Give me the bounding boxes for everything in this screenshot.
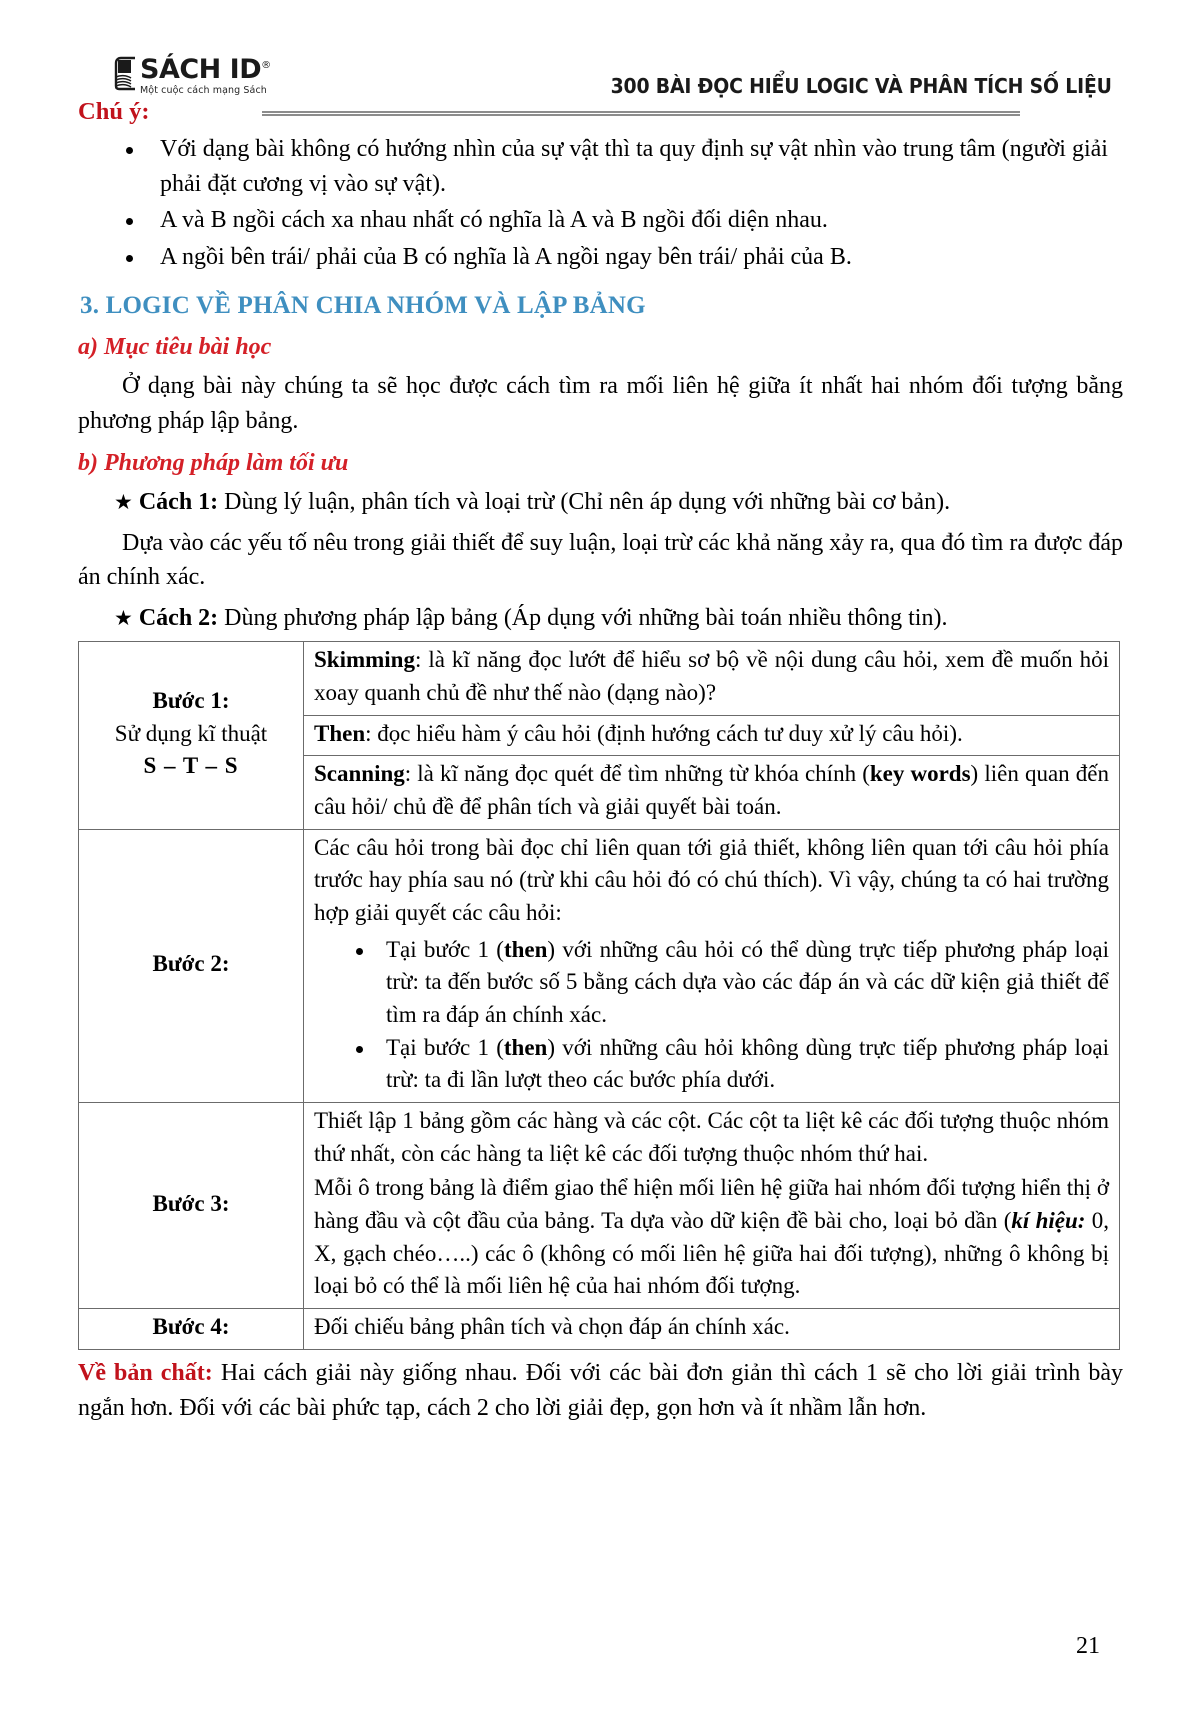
step3-paragraph-2 <box>314 1172 1109 1303</box>
closing-text: Hai cách giải này giống nhau. Đối với các bài đơn giản thì cách 1 sẽ cho lời giải trình bày ngắn hơn. Đối với các bài phức tạp, cách 2 cho lời giải đẹp, gọn hơn và ít nhầm lẫn hơn. <box>78 1359 1124 1421</box>
list-item: A và B ngồi cách xa nhau nhất có nghĩa là A và B ngồi đối diện nhau. <box>78 203 1123 238</box>
cach1-label: Cách 1: <box>138 489 219 516</box>
step3-p2-kihieu: kí hiệu: <box>1011 1207 1086 1233</box>
table-row <box>79 1103 1120 1309</box>
cach1-text: Dùng lý luận, phân tích và loại trừ (Chỉ nên áp dụng với những bài cơ bản). <box>218 489 951 516</box>
subsection-b-heading: b) Phương pháp làm tối ưu <box>78 450 349 477</box>
cach1-line <box>78 485 1123 520</box>
step2-b2-pre: Tại bước 1 ( <box>386 1034 504 1060</box>
steps-table <box>78 641 1120 1349</box>
step3-p2-pre: Mỗi ô trong bảng là điểm giao thể hiện mối liên hệ giữa hai nhóm đối tượng hiển thị ở hàng đầu và cột đầu của bảng. Ta dựa vào dữ kiện đề bài cho, loại bỏ dần ( <box>314 1175 1109 1233</box>
step3-paragraph-1: Thiết lập 1 bảng gồm các hàng và các cột. Các cột ta liệt kê các đối tượng thuộc nhóm thứ nhất, còn các hàng ta liệt kê các đối tượng thuộc nhóm thứ hai. <box>314 1108 1109 1166</box>
list-item: Với dạng bài không có hướng nhìn của sự vật thì ta quy định sự vật nhìn vào trung tâm (người giải phải đặt cương vị vào sự vật). <box>78 132 1123 201</box>
book-title: 300 BÀI ĐỌC HIỂU LOGIC VÀ PHÂN TÍCH SỐ LIỆU <box>610 74 1112 98</box>
subsection-a-paragraph: Ở dạng bài này chúng ta sẽ học được cách tìm ra mối liên hệ giữa ít nhất hai nhóm đối tượng bằng phương pháp lập bảng. <box>78 373 1123 434</box>
logo-wordmark-text: SÁCH ID <box>140 54 262 85</box>
step1-label-line2: Sử dụng kĩ thuật <box>114 720 268 746</box>
closing-label: Về bản chất: <box>78 1359 213 1386</box>
step2-bullet-list <box>314 934 1109 1097</box>
step2-label: Bước 2: <box>152 951 230 977</box>
step4-body-cell: Đối chiếu bảng phân tích và chọn đáp án chính xác. <box>304 1308 1120 1349</box>
table-row <box>79 1308 1120 1349</box>
logo-tagline: Một cuộc cách mạng Sách <box>140 85 267 96</box>
step2-b2-bold: then <box>503 1034 548 1060</box>
table-row <box>79 829 1120 1102</box>
step3-label-cell <box>79 1103 304 1309</box>
step2-b2-post: ) với những câu hỏi không dùng trực tiếp phương pháp loại trừ: ta đi lần lượt theo các bước phía dưới. <box>386 1034 1109 1093</box>
then-text: : đọc hiểu hàm ý câu hỏi (định hướng cách tư duy xử lý câu hỏi). <box>365 720 963 746</box>
scanning-cell <box>304 756 1120 829</box>
skimming-term: Skimming <box>314 647 415 673</box>
registered-mark: ® <box>261 60 271 71</box>
list-item <box>314 1032 1109 1097</box>
step2-label-cell <box>79 829 304 1102</box>
cach1-paragraph: Dựa vào các yếu tố nêu trong giải thiết để suy luận, loại trừ các khả năng xảy ra, qua đó tìm ra được đáp án chính xác. <box>78 529 1123 591</box>
table-row <box>79 642 1120 715</box>
step3-label: Bước 3: <box>152 1190 230 1216</box>
open-book-icon <box>112 56 138 92</box>
cach2-line <box>78 601 1123 636</box>
step1-label-sts: S – T – S <box>143 753 239 779</box>
scanning-keywords: key words <box>869 761 971 787</box>
closing-paragraph <box>78 1356 1123 1426</box>
list-item: A ngồi bên trái/ phải của B có nghĩa là A ngồi ngay bên trái/ phải của B. <box>78 240 1123 275</box>
page-number: 21 <box>1076 1633 1100 1659</box>
skimming-text: : là kĩ năng đọc lướt để hiểu sơ bộ về nội dung câu hỏi, xem đề muốn hỏi xoay quanh chủ đề như thế nào (dạng nào)? <box>314 647 1109 706</box>
star-icon: ★ <box>114 605 133 630</box>
cach2-label: Cách 2: <box>138 604 219 631</box>
cach2-text: Dùng phương pháp lập bảng (Áp dụng với những bài toán nhiều thông tin). <box>218 604 948 631</box>
step2-body-cell <box>304 829 1120 1102</box>
step4-label: Bước 4: <box>152 1313 230 1339</box>
logo-wordmark <box>140 56 271 83</box>
step2-b1-pre: Tại bước 1 ( <box>386 936 504 962</box>
star-icon: ★ <box>114 490 133 515</box>
step2-b1-bold: then <box>503 936 548 962</box>
step3-body-cell <box>304 1103 1120 1309</box>
subsection-a-heading: a) Mục tiêu bài học <box>78 334 272 361</box>
note-heading: Chú ý: <box>78 98 150 125</box>
list-item <box>314 934 1109 1032</box>
step1-label-cell <box>79 642 304 829</box>
then-cell <box>304 715 1120 756</box>
step1-label: Bước 1: <box>152 688 230 714</box>
scanning-text-after: ) liên quan đến câu hỏi/ chủ đề để phân tích và giải quyết bài toán. <box>314 761 1109 820</box>
scanning-term: Scanning <box>314 761 405 787</box>
section-heading: 3. LOGIC VỀ PHÂN CHIA NHÓM VÀ LẬP BẢNG <box>80 292 646 320</box>
page-content <box>78 98 1123 1426</box>
skimming-cell <box>304 642 1120 715</box>
step2-b1-post: ) với những câu hỏi có thể dùng trực tiếp phương pháp loại trừ: ta đến bước số 5 bằng cách dựa vào các đáp án và các dữ kiện giả thiết để tìm ra đáp án chính xác. <box>386 936 1109 1028</box>
page-header <box>0 26 1200 98</box>
sachid-logo <box>112 56 271 96</box>
step3-p2-post: 0, X, gạch chéo…..) các ô (không có mối liên hệ giữa hai đối tượng), những ô không bị loại bỏ có thể là mối liên hệ của hai nhóm đối tượng. <box>314 1207 1110 1299</box>
note-bullet-list <box>78 132 1123 274</box>
then-term: Then <box>314 720 366 746</box>
step4-label-cell <box>79 1308 304 1349</box>
scanning-text-before: : là kĩ năng đọc quét để tìm những từ khóa chính ( <box>404 761 870 787</box>
step2-intro: Các câu hỏi trong bài đọc chỉ liên quan tới giả thiết, không liên quan tới câu hỏi phía trước hay phía sau nó (trừ khi câu hỏi đó có chú thích). Vì vậy, chúng ta có hai trường hợp giải quyết các câu hỏi: <box>314 834 1109 926</box>
